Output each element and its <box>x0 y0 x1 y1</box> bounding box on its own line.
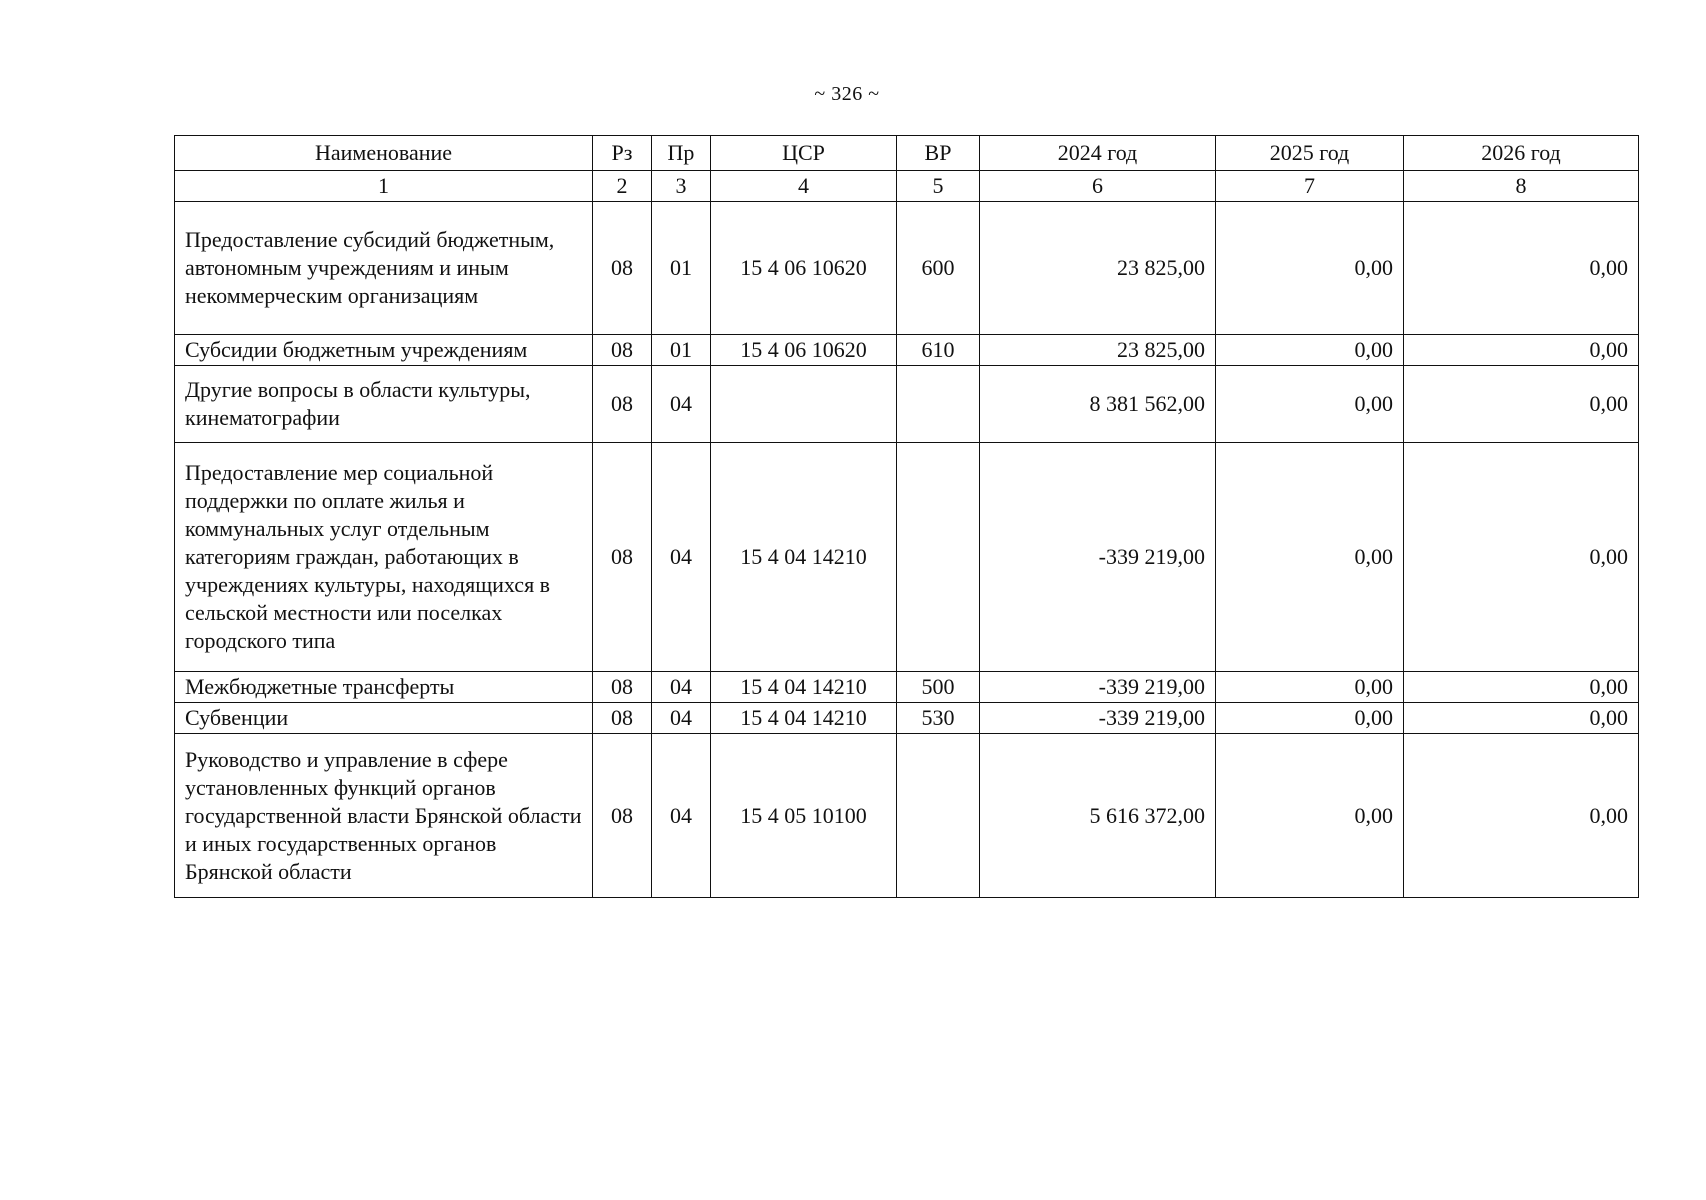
budget-table <box>174 135 1639 898</box>
row-pr: 04 <box>652 734 711 898</box>
column-number: 5 <box>897 171 980 202</box>
row-2026: 0,00 <box>1404 734 1639 898</box>
header-name: Наименование <box>175 136 593 171</box>
table-row <box>175 672 1639 703</box>
header-csr: ЦСР <box>711 136 897 171</box>
row-2024: 23 825,00 <box>980 335 1216 366</box>
table-body <box>175 202 1639 898</box>
row-2024: 5 616 372,00 <box>980 734 1216 898</box>
row-vr <box>897 366 980 443</box>
row-csr: 15 4 04 14210 <box>711 703 897 734</box>
row-vr <box>897 734 980 898</box>
row-rz: 08 <box>593 703 652 734</box>
row-pr: 04 <box>652 366 711 443</box>
column-number: 1 <box>175 171 593 202</box>
row-2024: -339 219,00 <box>980 703 1216 734</box>
table-row <box>175 734 1639 898</box>
table-header <box>175 136 1639 202</box>
column-number: 7 <box>1216 171 1404 202</box>
row-csr: 15 4 05 10100 <box>711 734 897 898</box>
header-2024: 2024 год <box>980 136 1216 171</box>
row-rz: 08 <box>593 335 652 366</box>
page-number <box>0 83 1706 106</box>
row-2026: 0,00 <box>1404 672 1639 703</box>
row-2026: 0,00 <box>1404 443 1639 672</box>
row-name: Другие вопросы в области культуры, кинематографии <box>175 366 593 443</box>
row-2024: -339 219,00 <box>980 672 1216 703</box>
row-2024: 8 381 562,00 <box>980 366 1216 443</box>
header-pr: Пр <box>652 136 711 171</box>
header-rz: Рз <box>593 136 652 171</box>
row-rz: 08 <box>593 672 652 703</box>
table-row <box>175 443 1639 672</box>
row-2024: -339 219,00 <box>980 443 1216 672</box>
row-name: Межбюджетные трансферты <box>175 672 593 703</box>
header-2026: 2026 год <box>1404 136 1639 171</box>
row-rz: 08 <box>593 202 652 335</box>
row-2026: 0,00 <box>1404 703 1639 734</box>
row-2026: 0,00 <box>1404 202 1639 335</box>
column-number: 2 <box>593 171 652 202</box>
row-csr: 15 4 04 14210 <box>711 672 897 703</box>
column-number: 6 <box>980 171 1216 202</box>
row-name: Предоставление мер социальной поддержки по оплате жилья и коммунальных услуг отдельным категориям граждан, работающих в учреждениях культуры, находящихся в сельской местности или поселках городского типа <box>175 443 593 672</box>
row-pr: 01 <box>652 335 711 366</box>
row-pr: 04 <box>652 703 711 734</box>
row-2024: 23 825,00 <box>980 202 1216 335</box>
table-row <box>175 703 1639 734</box>
header-vr: ВР <box>897 136 980 171</box>
row-2025: 0,00 <box>1216 335 1404 366</box>
row-rz: 08 <box>593 366 652 443</box>
row-csr: 15 4 06 10620 <box>711 202 897 335</box>
row-csr <box>711 366 897 443</box>
row-pr: 04 <box>652 443 711 672</box>
column-number: 4 <box>711 171 897 202</box>
row-2025: 0,00 <box>1216 703 1404 734</box>
row-2025: 0,00 <box>1216 366 1404 443</box>
row-name: Субсидии бюджетным учреждениям <box>175 335 593 366</box>
row-vr: 610 <box>897 335 980 366</box>
row-rz: 08 <box>593 443 652 672</box>
row-pr: 04 <box>652 672 711 703</box>
table-row <box>175 366 1639 443</box>
row-vr: 530 <box>897 703 980 734</box>
row-2025: 0,00 <box>1216 443 1404 672</box>
row-vr: 600 <box>897 202 980 335</box>
row-2026: 0,00 <box>1404 335 1639 366</box>
row-name: Субвенции <box>175 703 593 734</box>
row-csr: 15 4 04 14210 <box>711 443 897 672</box>
row-2025: 0,00 <box>1216 672 1404 703</box>
row-2025: 0,00 <box>1216 202 1404 335</box>
row-csr: 15 4 06 10620 <box>711 335 897 366</box>
row-rz: 08 <box>593 734 652 898</box>
page-number-label: ~ 326 ~ <box>814 83 880 105</box>
table-row <box>175 335 1639 366</box>
row-pr: 01 <box>652 202 711 335</box>
header-row <box>175 136 1639 171</box>
row-2025: 0,00 <box>1216 734 1404 898</box>
header-2025: 2025 год <box>1216 136 1404 171</box>
column-number-row <box>175 171 1639 202</box>
table-row <box>175 202 1639 335</box>
column-number: 8 <box>1404 171 1639 202</box>
row-name: Руководство и управление в сфере установленных функций органов государственной власти Брянской области и иных государственных органов Брянской области <box>175 734 593 898</box>
row-name: Предоставление субсидий бюджетным, автономным учреждениям и иным некоммерческим организациям <box>175 202 593 335</box>
column-number: 3 <box>652 171 711 202</box>
row-vr: 500 <box>897 672 980 703</box>
row-vr <box>897 443 980 672</box>
row-2026: 0,00 <box>1404 366 1639 443</box>
